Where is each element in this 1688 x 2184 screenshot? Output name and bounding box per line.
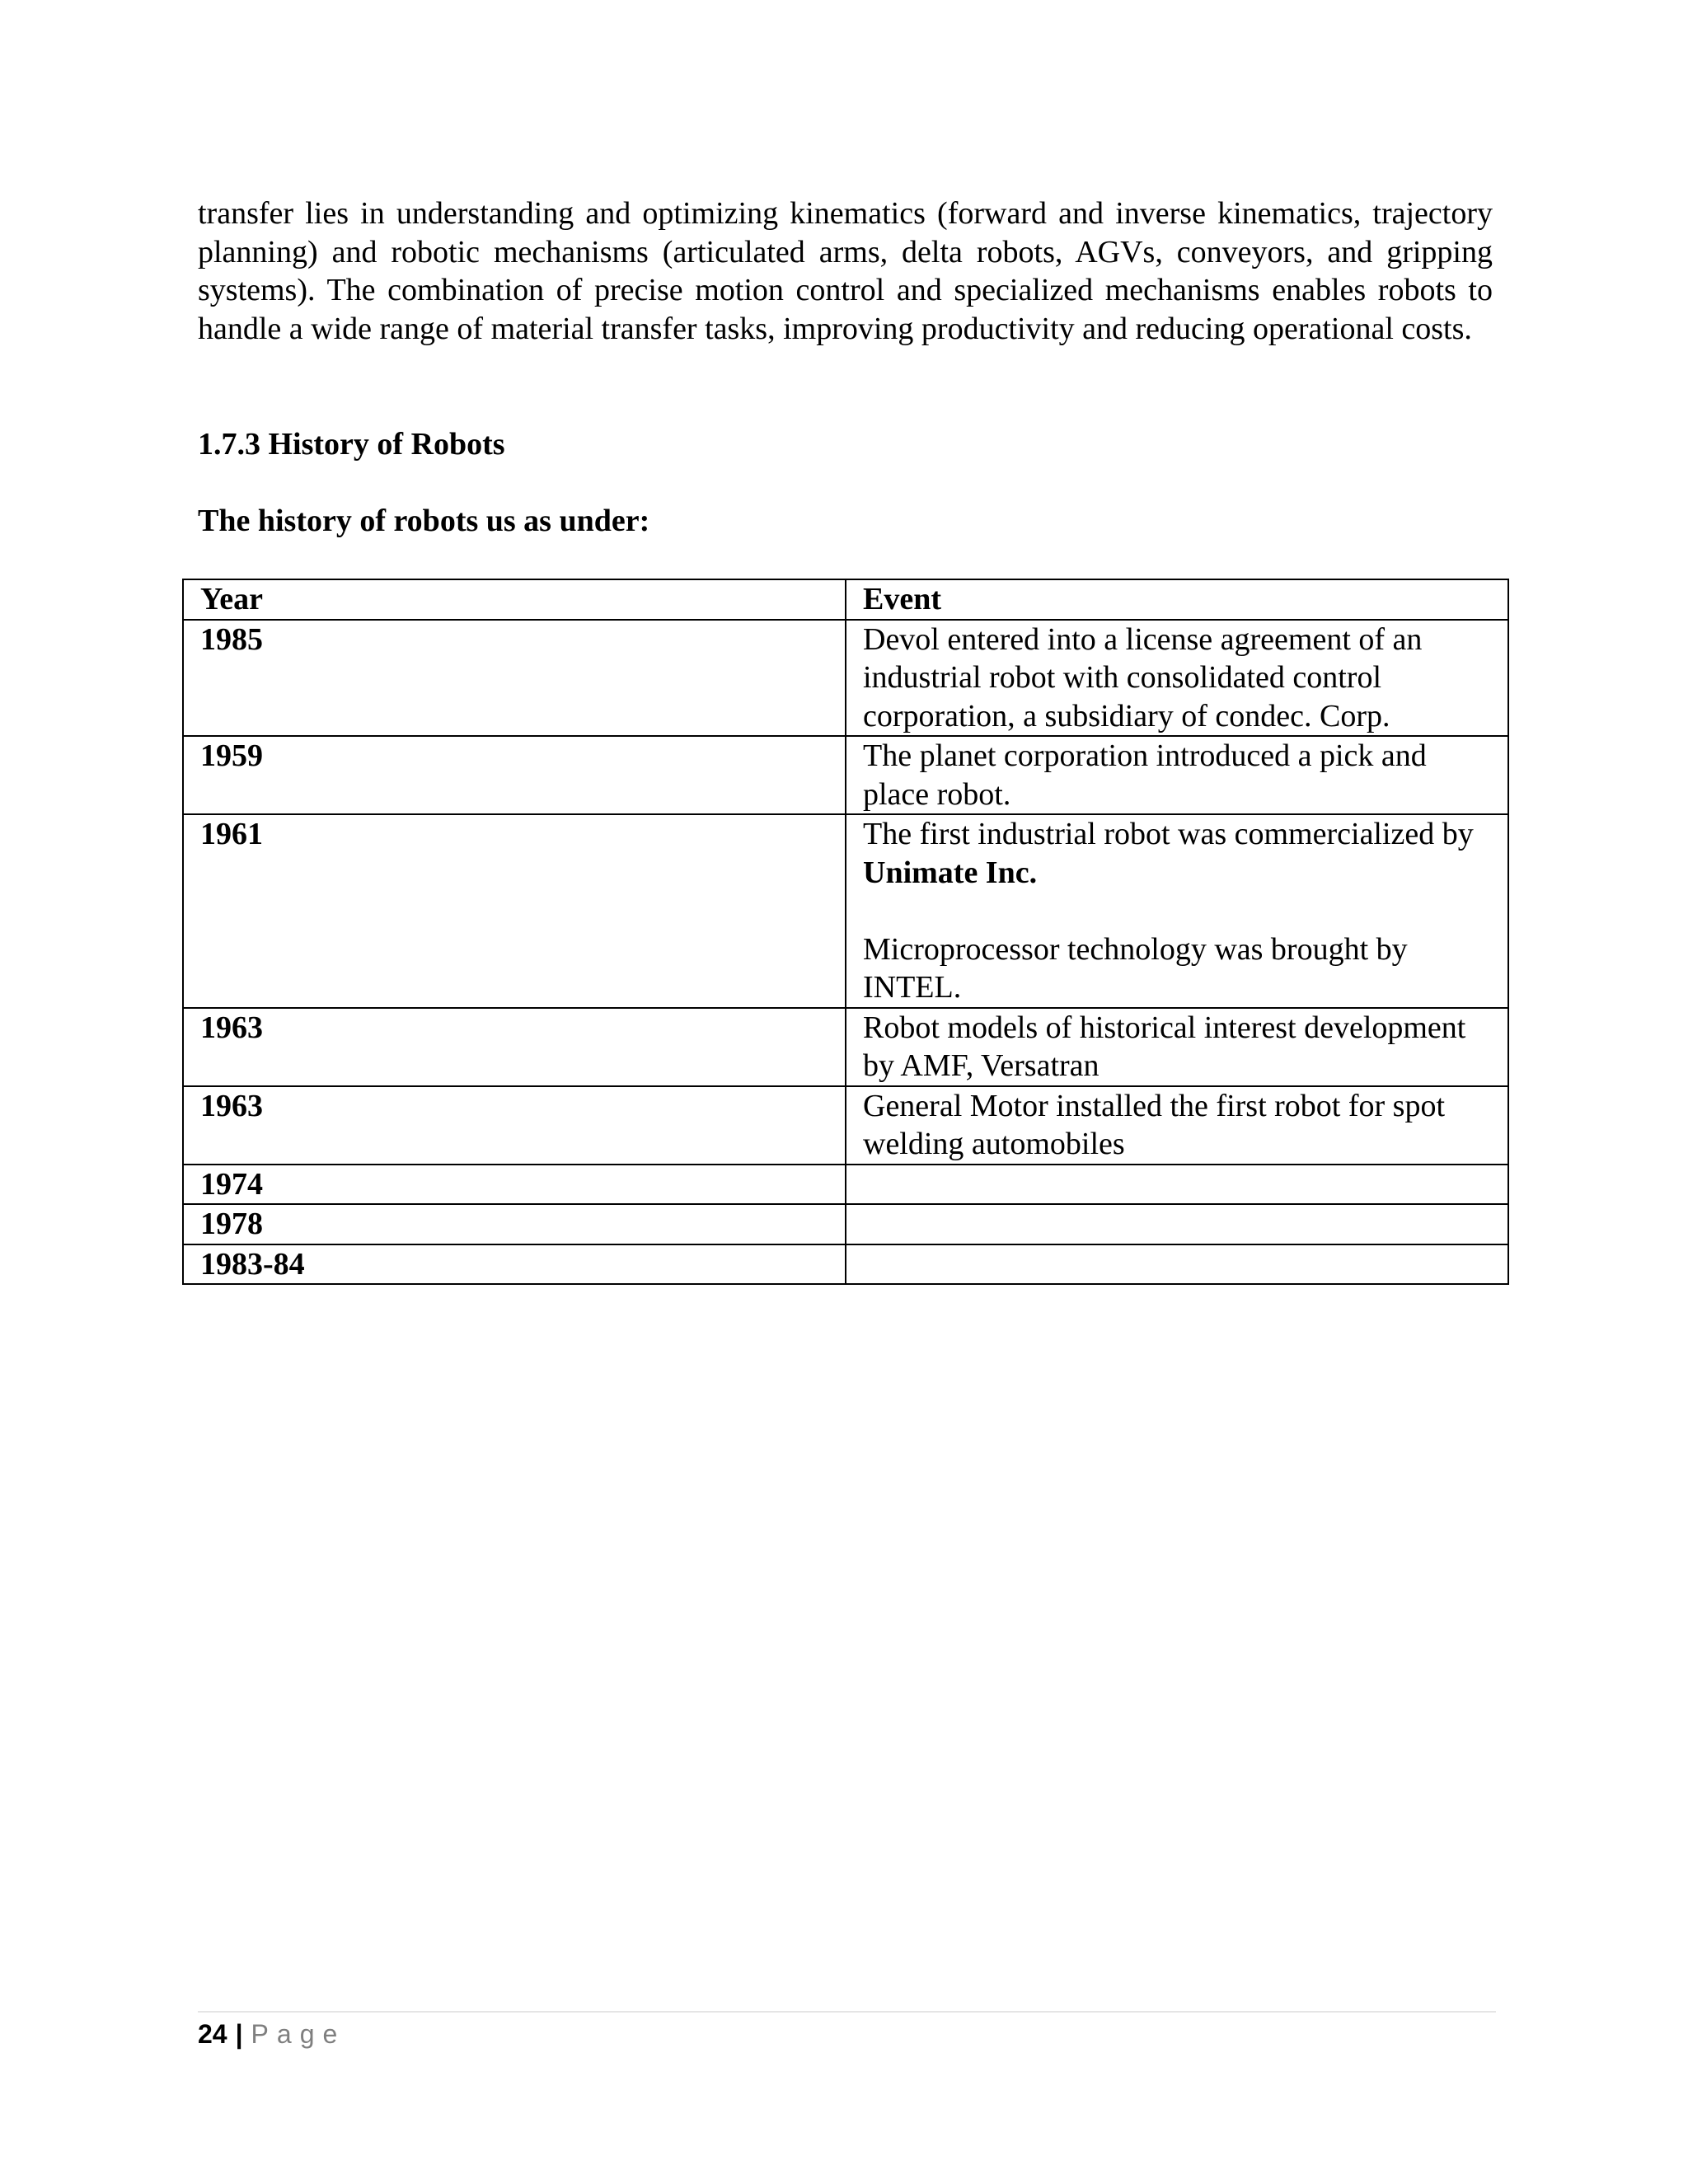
- table-row: [183, 1008, 1508, 1086]
- event-cell: [846, 1244, 1508, 1285]
- event-text: Robot models of historical interest development by AMF, Versatran: [863, 1010, 1466, 1083]
- event-bold-text: Unimate Inc.: [863, 855, 1038, 890]
- page-word: Page: [251, 2019, 346, 2049]
- intro-paragraph: transfer lies in understanding and optimizing kinematics (forward and inverse kinematics, trajectory planning) and robotic mechanisms (articulated arms, delta robots, AGVs, conveyors, and gripping systems). The combination of precise motion control and specialized mechanisms enables robots to handle a wide range of material transfer tasks, improving productivity and reducing operational costs.: [198, 196, 1493, 346]
- event-cell: [846, 1204, 1508, 1244]
- event-text: The first industrial robot was commercialized by: [863, 817, 1474, 851]
- event-header: Event: [846, 579, 1508, 620]
- table-row: [183, 736, 1508, 814]
- event-paragraph: [863, 621, 1491, 736]
- event-text: Microprocessor technology was brought by INTEL.: [863, 931, 1408, 1005]
- year-cell: 1961: [183, 814, 846, 1008]
- table-row: [183, 1204, 1508, 1244]
- event-cell: [846, 1086, 1508, 1165]
- section-heading: 1.7.3 History of Robots: [198, 427, 505, 462]
- year-header: Year: [183, 579, 846, 620]
- page-footer: [198, 2018, 345, 2050]
- event-cell: [846, 736, 1508, 814]
- table-row: [183, 1086, 1508, 1165]
- year-cell: 1963: [183, 1086, 846, 1165]
- event-paragraph: [863, 930, 1491, 1007]
- footer-divider: [198, 2011, 1496, 2013]
- year-cell: 1983-84: [183, 1244, 846, 1285]
- year-cell: 1959: [183, 736, 846, 814]
- table-header-row: [183, 579, 1508, 620]
- table-row: [183, 1244, 1508, 1285]
- event-text: The planet corporation introduced a pick and place robot.: [863, 738, 1427, 812]
- table-row: [183, 1165, 1508, 1205]
- event-cell: [846, 620, 1508, 737]
- table-row: [183, 620, 1508, 737]
- event-paragraph: [863, 737, 1491, 813]
- history-table: [182, 579, 1509, 1285]
- event-paragraph: [863, 1087, 1491, 1164]
- year-cell: 1963: [183, 1008, 846, 1086]
- event-paragraph: [863, 815, 1491, 892]
- event-text: General Motor installed the first robot for spot welding automobiles: [863, 1088, 1446, 1161]
- footer-separator: |: [235, 2019, 243, 2049]
- table-row: [183, 814, 1508, 1008]
- event-cell: [846, 814, 1508, 1008]
- page-number: 24: [198, 2019, 227, 2049]
- event-cell: [846, 1165, 1508, 1205]
- event-paragraph: [863, 1009, 1491, 1085]
- year-cell: 1978: [183, 1204, 846, 1244]
- year-cell: 1985: [183, 620, 846, 737]
- event-text: Devol entered into a license agreement of an industrial robot with consolidated control corporation, a subsidiary of condec. Corp.: [863, 621, 1423, 733]
- year-cell: 1974: [183, 1165, 846, 1205]
- sub-heading: The history of robots us as under:: [198, 504, 650, 538]
- event-cell: [846, 1008, 1508, 1086]
- history-table-body: [183, 620, 1508, 1285]
